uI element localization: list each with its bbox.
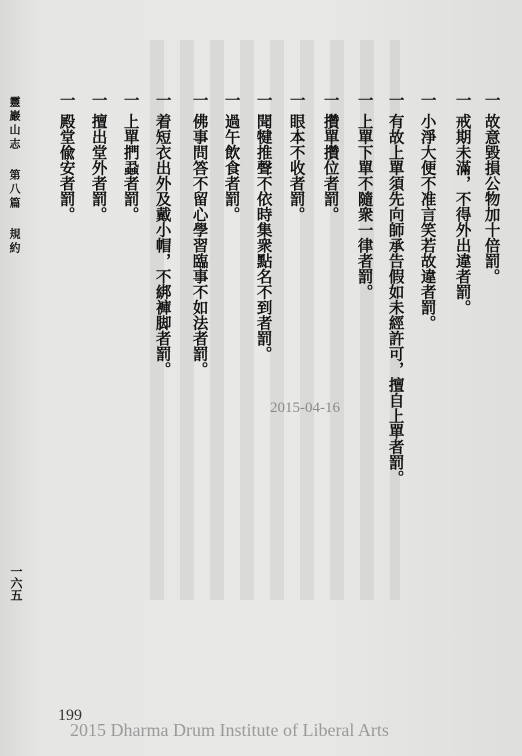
rule-text: 殿堂偸安者罰。 bbox=[57, 113, 77, 222]
rule-text: 着短衣出外及戴小帽，不綁褲脚者罰。 bbox=[153, 113, 173, 377]
rule-text: 過午飲食者罰。 bbox=[222, 113, 242, 222]
page-number-chinese: 一六五 bbox=[9, 565, 23, 601]
rule-item: 一過午飲食者罰。 bbox=[222, 92, 242, 222]
rule-text: 上單下單不隨衆一律者罰。 bbox=[355, 113, 375, 300]
rule-text: 小淨大便不准言笑若故違者罰。 bbox=[418, 113, 438, 331]
rule-item: 一上單下單不隨衆一律者罰。 bbox=[355, 92, 375, 300]
rule-item: 一攢單攢位者罰。 bbox=[321, 92, 341, 222]
rule-item: 一着短衣出外及戴小帽，不綁褲脚者罰。 bbox=[153, 92, 173, 377]
date-stamp: 2015-04-16 bbox=[270, 400, 340, 416]
book-title: 靈巖山志 bbox=[8, 96, 21, 152]
rule-text: 眼本不收者罰。 bbox=[287, 113, 307, 222]
rule-item: 一佛事問答不留心學習臨事不如法者罰。 bbox=[190, 92, 210, 377]
rule-text: 有故上單須先向師承告假如未經許可，擅自上單者罰。 bbox=[386, 113, 406, 486]
running-header bbox=[8, 96, 22, 266]
rule-item: 一戒期未滿，不得外出違者罰。 bbox=[453, 92, 473, 315]
rule-text: 聞犍推聲不依時集衆點名不到者罰。 bbox=[254, 113, 274, 362]
section-label: 規約 bbox=[8, 227, 21, 256]
watermark: 2015 Dharma Drum Institute of Liberal Arts bbox=[70, 720, 389, 740]
rule-text: 上單捫蝨者罰。 bbox=[121, 113, 141, 222]
rule-text: 故意毀損公物加十倍罰。 bbox=[482, 113, 502, 284]
rule-item: 一聞犍推聲不依時集衆點名不到者罰。 bbox=[254, 92, 274, 362]
rule-text: 戒期未滿，不得外出違者罰。 bbox=[453, 113, 473, 315]
rule-item: 一有故上單須先向師承告假如未經許可，擅自上單者罰。 bbox=[386, 92, 406, 486]
chapter-label: 第八篇 bbox=[8, 168, 21, 211]
rule-item: 一眼本不收者罰。 bbox=[287, 92, 307, 222]
rule-item: 一殿堂偸安者罰。 bbox=[57, 92, 77, 222]
rule-item: 一小淨大便不准言笑若故違者罰。 bbox=[418, 92, 438, 331]
rule-text: 擅出堂外者罰。 bbox=[89, 113, 109, 222]
rule-text: 攢單攢位者罰。 bbox=[321, 113, 341, 222]
page-number: 199 bbox=[58, 707, 82, 724]
rule-text: 佛事問答不留心學習臨事不如法者罰。 bbox=[190, 113, 210, 377]
rule-item: 一擅出堂外者罰。 bbox=[89, 92, 109, 222]
rule-item: 一故意毀損公物加十倍罰。 bbox=[482, 92, 502, 284]
rule-item: 一上單捫蝨者罰。 bbox=[121, 92, 141, 222]
